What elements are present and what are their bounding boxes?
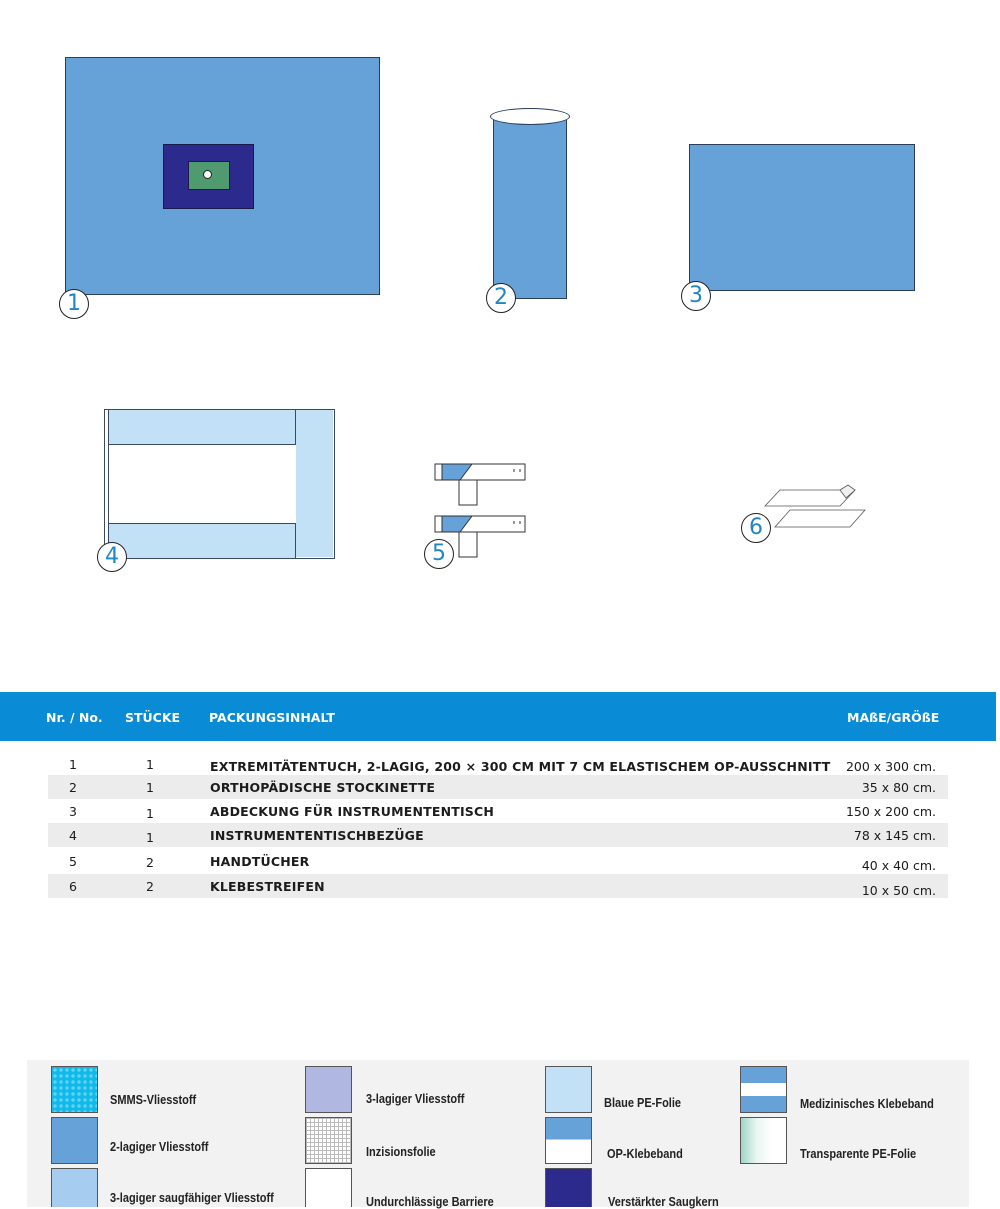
cell-inhalt: KLEBESTREIFEN: [210, 879, 325, 894]
item-number-2: 2: [486, 283, 516, 313]
cell-stuecke: 2: [146, 855, 154, 870]
table-row: [48, 775, 948, 799]
legend-label: 3-lagiger Vliesstoff: [366, 1092, 465, 1106]
legend-label: Blaue PE-Folie: [604, 1096, 682, 1110]
cell-masse: 10 x 50 cm.: [861, 883, 936, 898]
smms-swatch: [51, 1066, 98, 1113]
legend-label: 3-lagiger saugfähiger Vliesstoff: [110, 1191, 274, 1205]
cell-inhalt: ABDECKUNG FÜR INSTRUMENTENTISCH: [210, 804, 495, 819]
stockinette-illustration: [493, 119, 567, 299]
cell-nr: 4: [69, 828, 77, 843]
blue-pe-swatch: [545, 1066, 592, 1113]
legend-label: OP-Klebeband: [607, 1147, 683, 1161]
cell-inhalt: INSTRUMENTENTISCHBEZÜGE: [210, 828, 424, 843]
impermeable-swatch: [305, 1168, 352, 1207]
item-number-1: 1: [59, 289, 89, 319]
table-row: [48, 799, 948, 823]
three-layer-absorbent-swatch: [51, 1168, 98, 1207]
cell-stuecke: 1: [146, 757, 154, 772]
adhesive-strip-lower: [775, 510, 865, 527]
material-legend: [27, 1060, 969, 1207]
reinforced-core-swatch: [545, 1168, 592, 1207]
cell-nr: 1: [69, 757, 77, 772]
legend-label: Medizinisches Klebeband: [800, 1097, 934, 1111]
incision-film-swatch: [305, 1117, 352, 1164]
cell-masse: 40 x 40 cm.: [861, 858, 936, 873]
item-number-5: 5: [424, 539, 454, 569]
sleeve-right-band: [296, 410, 333, 557]
cell-masse: 200 x 300 cm.: [845, 759, 936, 774]
hand-towel-top: [435, 464, 525, 505]
header-nr: Nr. / No.: [46, 710, 103, 725]
header-stuecke: STÜCKE: [125, 710, 181, 725]
table-row: [48, 874, 948, 898]
cell-inhalt: EXTREMITÄTENTUCH, 2-LAGIG, 200 × 300 CM MIT 7 CM ELASTISCHEM OP-AUSSCHNITT: [210, 759, 831, 774]
transparent-pe-swatch: [740, 1117, 787, 1164]
legend-label: Undurchlässige Barriere: [366, 1195, 494, 1209]
legend-label: SMMS-Vliesstoff: [110, 1093, 197, 1107]
instrument-table-sleeve-illustration: [104, 409, 335, 559]
extremity-drape-illustration: [65, 57, 380, 295]
header-masse: MAßE/GRÖßE: [847, 710, 940, 725]
cell-masse: 150 x 200 cm.: [845, 804, 936, 819]
op-tape-swatch: [545, 1117, 592, 1164]
sleeve-bottom-band: [109, 523, 296, 558]
legend-label: Verstärkter Saugkern: [608, 1195, 719, 1209]
cell-nr: 6: [69, 879, 77, 894]
item-number-6: 6: [741, 513, 771, 543]
cell-nr: 2: [69, 780, 77, 795]
cell-stuecke: 1: [146, 806, 154, 821]
legend-label: Inzisionsfolie: [366, 1145, 436, 1159]
legend-label: Transparente PE-Folie: [800, 1147, 917, 1161]
incision-area: [188, 161, 230, 190]
table-header: [0, 692, 996, 741]
legend-label: 2-lagiger Vliesstoff: [110, 1140, 209, 1154]
cell-nr: 5: [69, 854, 77, 869]
elastic-opening-icon: [203, 170, 212, 179]
item-number-4: 4: [97, 542, 127, 572]
table-row: [48, 752, 948, 776]
three-layer-swatch: [305, 1066, 352, 1113]
sleeve-left-edge: [108, 410, 109, 557]
cell-masse: 78 x 145 cm.: [853, 828, 936, 843]
reinforced-absorbent-zone: [163, 144, 254, 209]
cell-masse: 35 x 80 cm.: [861, 780, 936, 795]
instrument-table-cover-illustration: [689, 144, 915, 291]
cell-nr: 3: [69, 804, 77, 819]
two-layer-swatch: [51, 1117, 98, 1164]
medical-tape-swatch: [740, 1066, 787, 1113]
header-inhalt: PACKUNGSINHALT: [209, 710, 335, 725]
cell-stuecke: 1: [146, 780, 154, 795]
adhesive-strips-illustration: [760, 482, 870, 532]
cell-stuecke: 2: [146, 879, 154, 894]
item-number-3: 3: [681, 281, 711, 311]
stockinette-cuff: [490, 108, 570, 125]
cell-inhalt: ORTHOPÄDISCHE STOCKINETTE: [210, 780, 436, 795]
table-row: [48, 849, 948, 873]
table-row: [48, 823, 948, 847]
cell-stuecke: 1: [146, 830, 154, 845]
sleeve-top-band: [109, 410, 296, 445]
cell-inhalt: HANDTÜCHER: [210, 854, 310, 869]
